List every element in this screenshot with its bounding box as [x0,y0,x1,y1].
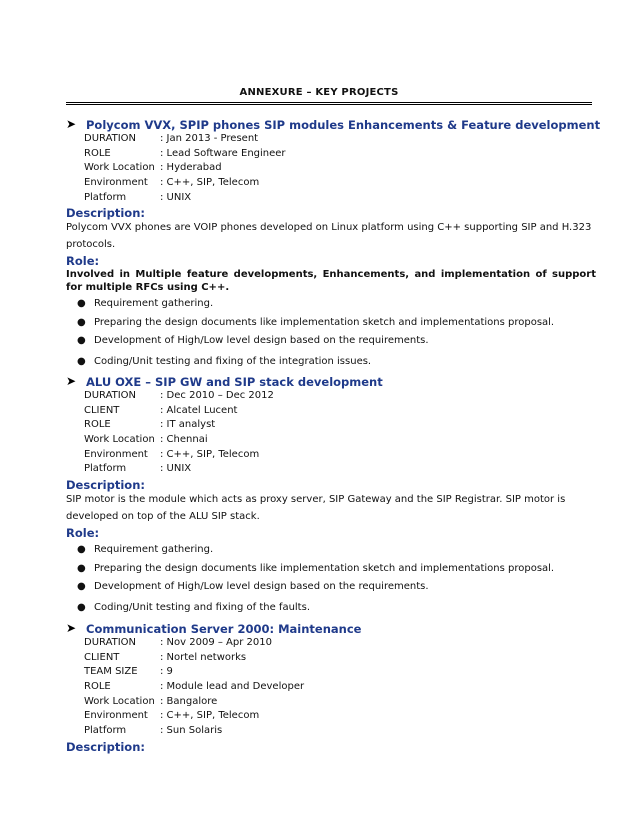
header-rule-lower [66,104,592,105]
list-item: ● Preparing the design documents like implementation sketch and implementations proposal. [66,561,596,578]
description-heading: Description: [66,206,145,221]
field-platform: Platform : UNIX [84,463,192,475]
round-bullet-icon: ● [77,544,86,556]
round-bullet-icon: ● [77,355,86,367]
field-platform: Platform : Sun Solaris [84,725,223,737]
field-role: ROLE : IT analyst [84,419,216,431]
page-title: ANNEXURE – KEY PROJECTS [239,87,399,98]
round-bullet-icon: ● [77,601,86,613]
round-bullet-icon: ● [77,316,86,328]
arrowhead-bullet-icon: ➤ [66,374,77,388]
role-summary: Involved in Multiple feature developments, Enhancements, and implementation of support for multiple RFCs using C++. [66,269,596,294]
list-item: ● Requirement gathering. [66,542,596,559]
round-bullet-icon: ● [77,581,86,593]
role-bullet-list [66,542,596,616]
role-heading: Role: [66,254,100,269]
field-duration: DURATION : Nov 2009 – Apr 2010 [84,637,272,648]
field-team-size: TEAM SIZE : 9 [84,666,173,678]
field-work-location: Work Location : Bangalore [84,695,218,707]
round-bullet-icon: ● [77,335,86,347]
field-role: ROLE : Module lead and Developer [84,681,305,693]
role-bullet-list [66,296,596,370]
field-client: CLIENT : Nortel networks [84,651,247,663]
field-work-location: Work Location : Chennai [84,434,208,446]
description-text: SIP motor is the module which acts as proxy server, SIP Gateway and the SIP Registrar. SIP motor is developed on top of the ALU SIP stack. [66,494,566,522]
description-text: Polycom VVX phones are VOIP phones developed on Linux platform using C++ supporting SIP and H.323 protocols. [66,222,592,250]
list-item: ● Development of High/Low level design based on the requirements. [66,333,596,350]
round-bullet-icon: ● [77,562,86,574]
field-platform: Platform : UNIX [84,191,192,203]
list-item: ● Development of High/Low level design based on the requirements. [66,579,596,596]
list-item: ● Requirement gathering. [66,296,596,313]
description-heading: Description: [66,739,145,754]
arrowhead-bullet-icon: ➤ [66,117,77,131]
round-bullet-icon: ● [77,298,86,310]
project-title: ➤ Polycom VVX, SPIP phones SIP modules Enhancements & Feature development [66,117,601,132]
field-role: ROLE : Lead Software Engineer [84,147,286,159]
field-environment: Environment : C++, SIP, Telecom [84,177,260,189]
role-heading: Role: [66,526,100,541]
list-item: ● Coding/Unit testing and fixing of the faults. [66,600,596,617]
project-polycom [66,117,601,370]
field-environment: Environment : C++, SIP, Telecom [84,710,260,722]
field-duration: DURATION : Jan 2013 - Present [84,133,259,144]
project-alu-oxe [66,375,596,616]
project-title: ➤ ALU OXE – SIP GW and SIP stack development [66,374,383,389]
description-heading: Description: [66,478,145,493]
header-rule [66,102,592,103]
field-duration: DURATION : Dec 2010 – Dec 2012 [84,390,274,401]
field-work-location: Work Location : Hyderabad [84,162,222,174]
list-item: ● Preparing the design documents like implementation sketch and implementations proposal. [66,315,596,332]
field-client: CLIENT : Alcatel Lucent [84,404,238,416]
field-environment: Environment : C++, SIP, Telecom [84,448,260,460]
project-title: ➤ Communication Server 2000: Maintenance [66,621,362,636]
project-cs2000 [66,622,596,754]
arrowhead-bullet-icon: ➤ [66,621,77,635]
list-item: ● Coding/Unit testing and fixing of the integration issues. [66,354,596,371]
